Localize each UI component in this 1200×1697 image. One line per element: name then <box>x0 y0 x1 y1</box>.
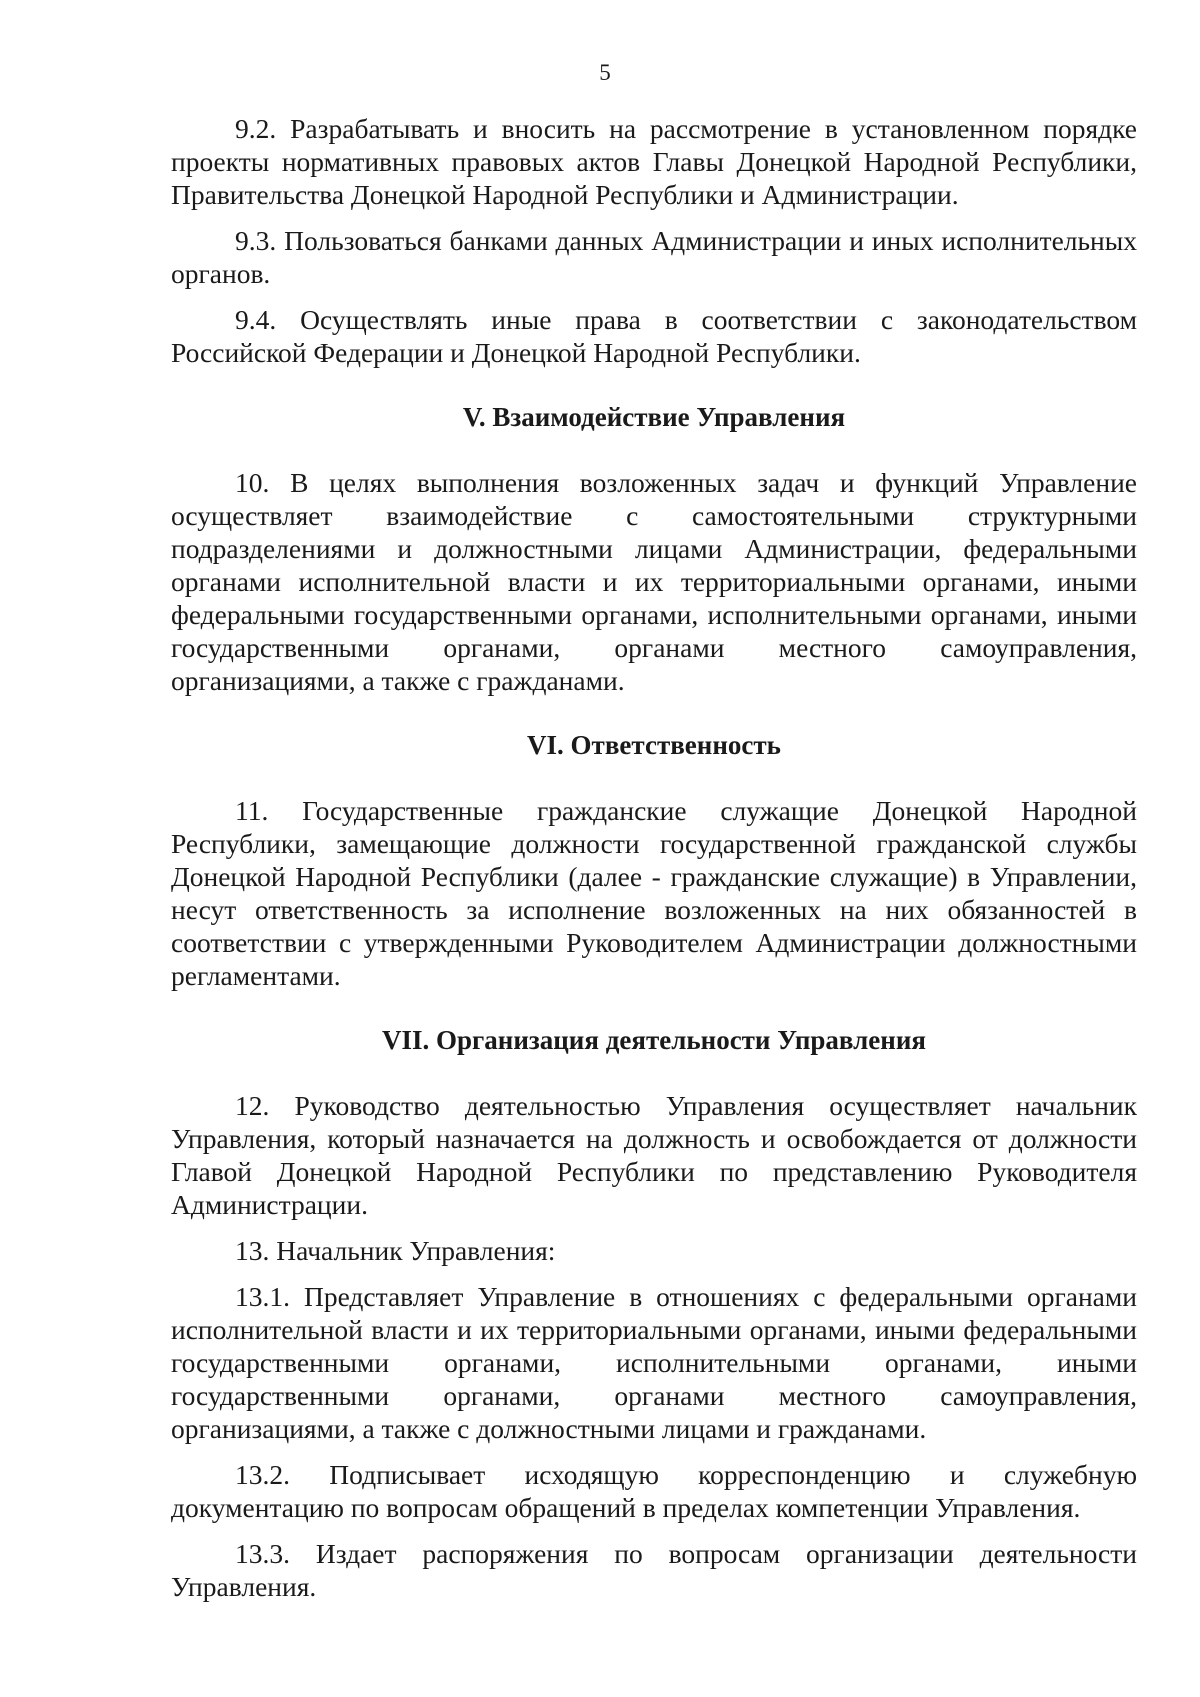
paragraph-13: 13. Начальник Управления: <box>235 1235 556 1266</box>
paragraph-12: 12. Руководство деятельностью Управления осуществляет начальник Управления, который назначается на должность и освобождается от должности Главой Донецкой Народной Республики по представлению Руководителя Администрации. <box>171 1090 1137 1220</box>
section-heading-v: V. Взаимодействие Управления <box>462 402 846 432</box>
paragraph-13-2: 13.2. Подписывает исходящую корреспонденцию и служебную документацию по вопросам обращений в пределах компетенции Управления. <box>171 1459 1137 1523</box>
paragraph-13-3: 13.3. Издает распоряжения по вопросам организации деятельности Управления. <box>171 1538 1137 1602</box>
document-body <box>171 112 1137 1603</box>
paragraph-11: 11. Государственные гражданские служащие Донецкой Народной Республики, замещающие должности государственной гражданской службы Донецкой Народной Республики (далее - гражданские служащие) в Управлении, несут ответственность за исполнение возложенных на них обязанностей в соответствии с утвержденными Руководителем Администрации должностными регламентами. <box>171 795 1137 991</box>
paragraph-13-1: 13.1. Представляет Управление в отношениях с федеральными органами исполнительной власти и их территориальными органами, иными федеральными государственными органами, исполнительными органами, иными государственными органами, органами местного самоуправления, организациями, а также с должностными лицами и гражданами. <box>171 1281 1137 1444</box>
paragraph-9-3: 9.3. Пользоваться банками данных Администрации и иных исполнительных органов. <box>171 225 1137 289</box>
paragraph-9-4: 9.4. Осуществлять иные права в соответствии с законодательством Российской Федерации и Донецкой Народной Республики. <box>171 304 1137 368</box>
page-number: 5 <box>599 60 611 85</box>
section-heading-vii: VII. Организация деятельности Управления <box>381 1025 926 1055</box>
paragraph-9-2: 9.2. Разрабатывать и вносить на рассмотрение в установленном порядке проекты нормативных правовых актов Главы Донецкой Народной Республики, Правительства Донецкой Народной Республики и Администрации. <box>171 113 1137 210</box>
paragraph-10: 10. В целях выполнения возложенных задач и функций Управление осуществляет взаимодействие с самостоятельными структурными подразделениями и должностными лицами Администрации, федеральными органами исполнительной власти и их территориальными органами, иными федеральными государственными органами, исполнительными органами, иными государственными органами, органами местного самоуправления, организациями, а также с гражданами. <box>171 467 1137 696</box>
section-heading-vi: VI. Ответственность <box>527 730 781 760</box>
